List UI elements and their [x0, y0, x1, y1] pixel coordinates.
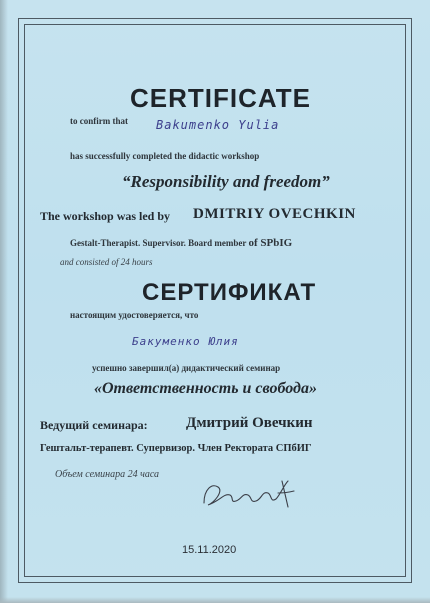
leader-name-ru: Дмитрий Овечкин: [186, 415, 313, 431]
signature: [190, 475, 300, 515]
led-by-text-ru: Ведущий семинара:: [40, 418, 148, 432]
hours-text-ru: Объем семинара 24 часа: [55, 469, 160, 480]
scan-shadow-bottom: [0, 597, 430, 603]
role-text-ru: Гештальт-терапевт. Супервизор. Член Ректората СПбИГ: [40, 443, 312, 454]
role-title-en: Gestalt-Therapist. Supervisor. Board member: [70, 238, 247, 248]
completed-text-en: has successfully completed the didactic workshop: [70, 151, 260, 161]
certificate-title-ru: СЕРТИФИКАТ: [142, 279, 317, 306]
scan-shadow-left: [0, 0, 8, 603]
confirm-text-en: to confirm that: [70, 116, 128, 126]
role-of-en: of SPbIG: [248, 237, 293, 249]
certificate-title-en: CERTIFICATE: [130, 83, 311, 113]
led-by-text-en: The workshop was led by: [40, 209, 171, 223]
completed-text-ru: успешно завершил(а) дидактический семинар: [92, 363, 281, 373]
recipient-name-en: Bakumenko Yulia: [156, 118, 280, 132]
issue-date: 15.11.2020: [182, 544, 237, 556]
confirm-text-ru: настоящим удостоверяется, что: [70, 310, 199, 320]
workshop-title-en: “Responsibility and freedom”: [122, 172, 330, 191]
leader-name-en: DMITRIY OVECHKIN: [193, 206, 356, 222]
hours-text-en: and consisted of 24 hours: [60, 257, 153, 267]
recipient-name-ru: Бакуменко Юлия: [132, 335, 239, 348]
workshop-title-ru: «Ответственность и свобода»: [94, 380, 317, 397]
role-text-en: [70, 237, 292, 249]
